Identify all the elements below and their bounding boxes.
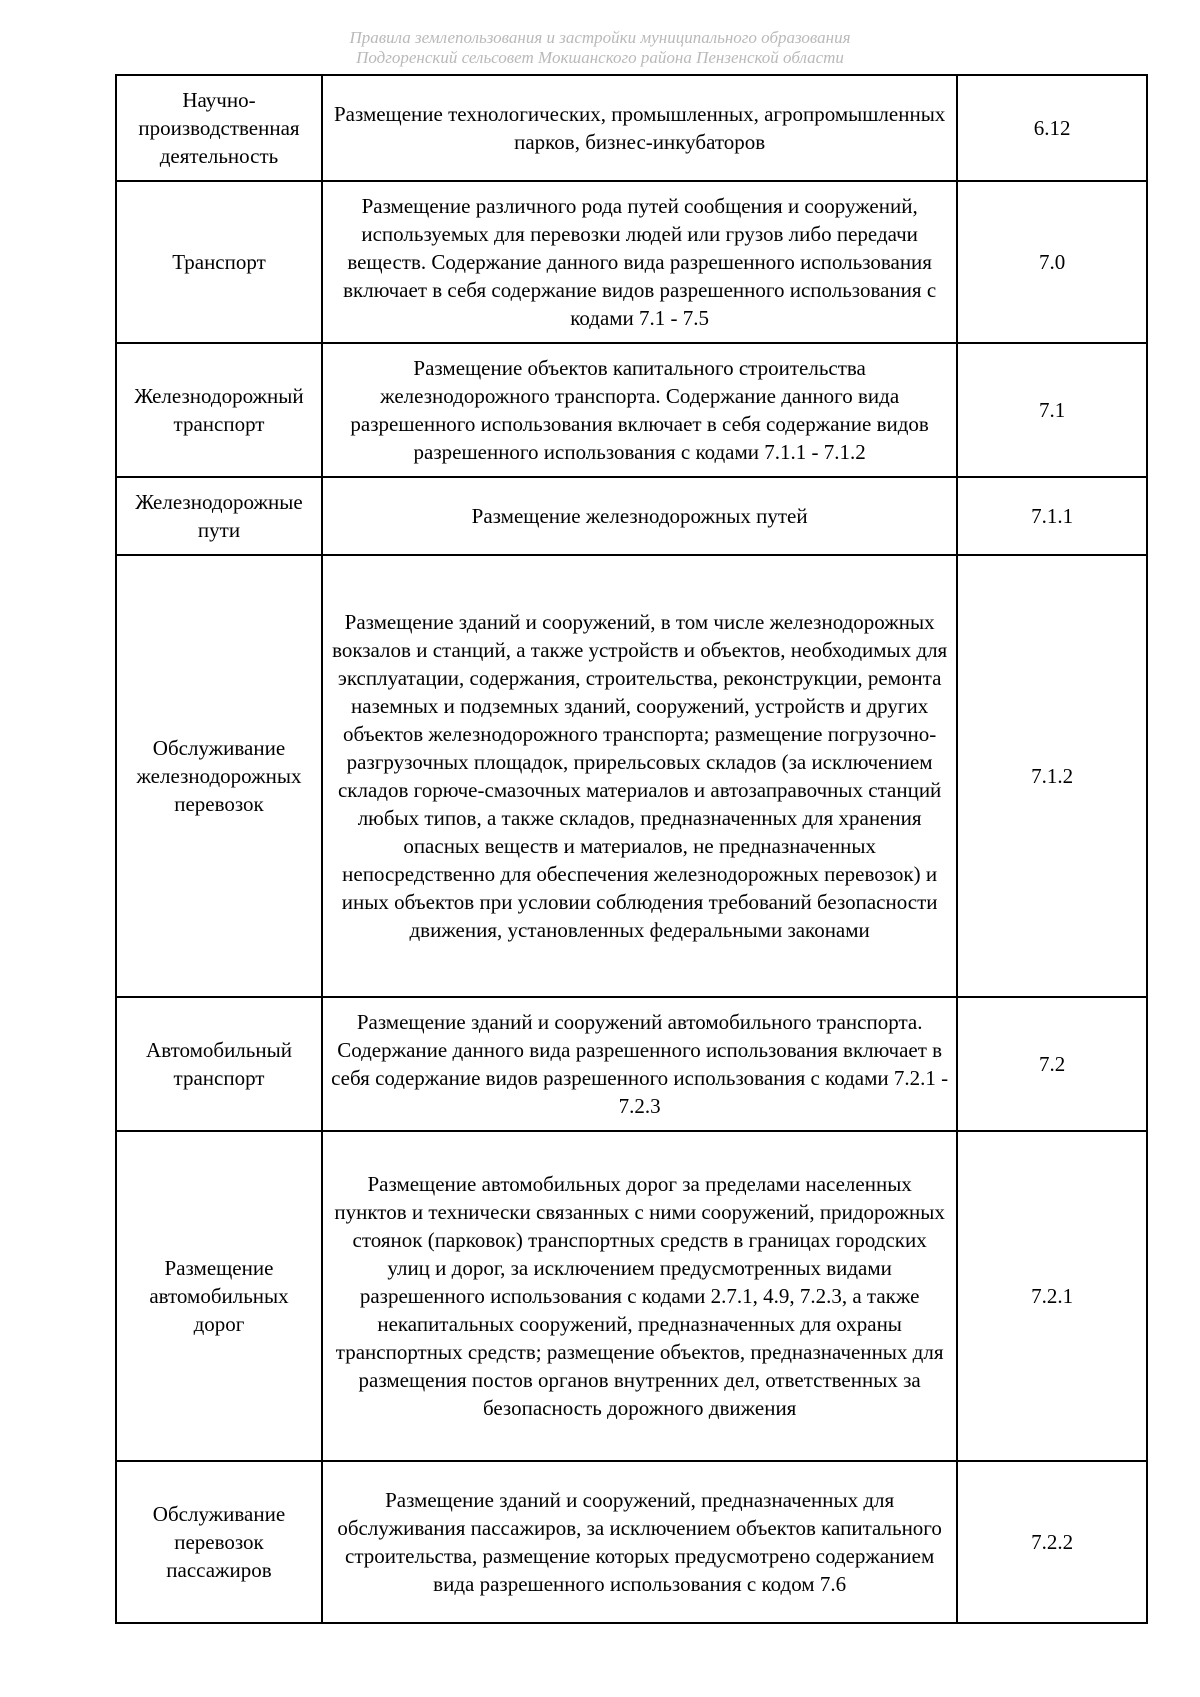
use-name-cell: Обслуживание железнодорожных перевозок xyxy=(116,555,322,997)
use-code-cell: 6.12 xyxy=(957,75,1147,181)
use-code-cell: 7.0 xyxy=(957,181,1147,343)
use-name-cell: Железнодорожные пути xyxy=(116,477,322,555)
use-name-cell: Обслуживание перевозок пассажиров xyxy=(116,1461,322,1623)
use-description-cell: Размещение зданий и сооружений, предназначенных для обслуживания пассажиров, за исключением объектов капитального строительства, размещение которых предусмотрено содержанием вида разрешенного использования с кодом 7.6 xyxy=(322,1461,957,1623)
table-row xyxy=(116,343,1147,477)
use-description-cell: Размещение автомобильных дорог за пределами населенных пунктов и технически связанных с ними сооружений, придорожных стоянок (парковок) транспортных средств в границах городских улиц и дорог, за исключением предусмотренных видами разрешенного использования с кодами 2.7.1, 4.9, 7.2.3, а также некапитальных сооружений, предназначенных для охраны транспортных средств; размещение объектов, предназначенных для размещения постов органов внутренних дел, ответственных за безопасность дорожного движения xyxy=(322,1131,957,1461)
table-row xyxy=(116,75,1147,181)
use-description-cell: Размещение объектов капитального строительства железнодорожного транспорта. Содержание данного вида разрешенного использования включает в себя содержание видов разрешенного использования с кодами 7.1.1 - 7.1.2 xyxy=(322,343,957,477)
table-row xyxy=(116,477,1147,555)
use-description-cell: Размещение технологических, промышленных, агропромышленных парков, бизнес-инкубаторов xyxy=(322,75,957,181)
use-description-cell: Размещение зданий и сооружений, в том числе железнодорожных вокзалов и станций, а также устройств и объектов, необходимых для эксплуатации, содержания, строительства, реконструкции, ремонта наземных и подземных зданий, сооружений, устройств и других объектов железнодорожного транспорта; размещение погрузочно-разгрузочных площадок, прирельсовых складов (за исключением складов горюче-смазочных материалов и автозаправочных станций любых типов, а также складов, предназначенных для хранения опасных веществ и материалов, не предназначенных непосредственно для обеспечения железнодорожных перевозок) и иных объектов при условии соблюдения требований безопасности движения, установленных федеральными законами xyxy=(322,555,957,997)
header-line-1: Правила землепользования и застройки муниципального образования xyxy=(349,28,851,47)
header-line-2: Подгоренский сельсовет Мокшанского района Пензенской области xyxy=(356,48,844,67)
table-row xyxy=(116,1131,1147,1461)
land-use-table xyxy=(115,74,1148,1624)
use-name-cell: Научно-производственная деятельность xyxy=(116,75,322,181)
use-code-cell: 7.2.1 xyxy=(957,1131,1147,1461)
use-code-cell: 7.2.2 xyxy=(957,1461,1147,1623)
table-row xyxy=(116,181,1147,343)
use-name-cell: Железнодорожный транспорт xyxy=(116,343,322,477)
table-row xyxy=(116,555,1147,997)
page-header xyxy=(0,28,1200,68)
table-row xyxy=(116,1461,1147,1623)
use-name-cell: Автомобильный транспорт xyxy=(116,997,322,1131)
use-code-cell: 7.2 xyxy=(957,997,1147,1131)
use-description-cell: Размещение зданий и сооружений автомобильного транспорта. Содержание данного вида разрешенного использования включает в себя содержание видов разрешенного использования с кодами 7.2.1 - 7.2.3 xyxy=(322,997,957,1131)
use-code-cell: 7.1 xyxy=(957,343,1147,477)
use-code-cell: 7.1.1 xyxy=(957,477,1147,555)
table-row xyxy=(116,997,1147,1131)
use-name-cell: Размещение автомобильных дорог xyxy=(116,1131,322,1461)
use-description-cell: Размещение железнодорожных путей xyxy=(322,477,957,555)
use-code-cell: 7.1.2 xyxy=(957,555,1147,997)
use-description-cell: Размещение различного рода путей сообщения и сооружений, используемых для перевозки людей или грузов либо передачи веществ. Содержание данного вида разрешенного использования включает в себя содержание видов разрешенного использования с кодами 7.1 - 7.5 xyxy=(322,181,957,343)
use-name-cell: Транспорт xyxy=(116,181,322,343)
